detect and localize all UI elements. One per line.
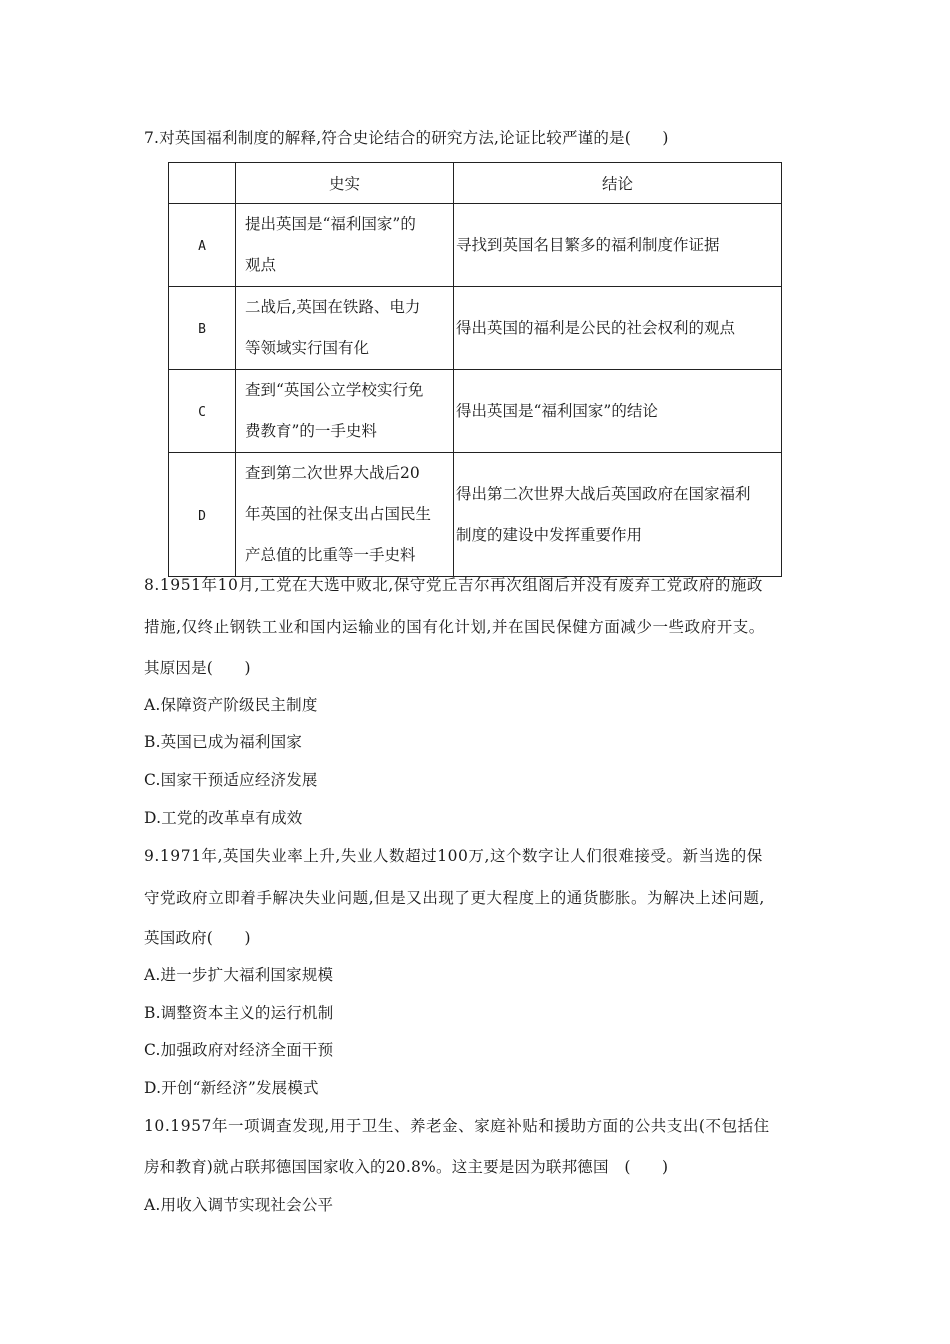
question-10-stem-line: 房和教育)就占联邦德国国家收入的20.8%。这主要是因为联邦德国 ( ) — [144, 1158, 669, 1176]
question-8-stem-line: 其原因是( ) — [144, 659, 251, 677]
table-row — [169, 204, 782, 287]
conclusion-line: 制度的建设中发挥重要作用 — [456, 525, 643, 544]
question-8-option-b[interactable]: B.英国已成为福利国家 — [144, 733, 303, 751]
question-9-option-b[interactable]: B.调整资本主义的运行机制 — [144, 1004, 334, 1022]
conclusion-line: 得出英国是“福利国家”的结论 — [456, 401, 658, 420]
question-7-stem: 7.对英国福利制度的解释,符合史论结合的研究方法,论证比较严谨的是( ) — [144, 129, 669, 147]
question-8-option-c[interactable]: C.国家干预适应经济发展 — [144, 771, 318, 789]
fact-line: 费教育”的一手史料 — [245, 422, 377, 440]
conclusion-line: 得出第二次世界大战后英国政府在国家福利 — [456, 484, 751, 503]
fact-line: 观点 — [245, 256, 277, 274]
option-key-cell — [169, 204, 236, 287]
fact-line: 等领域实行国有化 — [245, 339, 370, 357]
option-key-cell — [169, 370, 236, 453]
question-9-option-c[interactable]: C.加强政府对经济全面干预 — [144, 1041, 334, 1059]
fact-line: 查到第二次世界大战后20 — [245, 464, 420, 482]
question-7-table — [168, 162, 782, 577]
fact-line: 提出英国是“福利国家”的 — [245, 215, 416, 233]
conclusion-cell — [454, 370, 782, 453]
fact-line: 二战后,英国在铁路、电力 — [245, 298, 421, 316]
question-9-option-d[interactable]: D.开创“新经济”发展模式 — [144, 1079, 319, 1097]
fact-line: 查到“英国公立学校实行免 — [245, 381, 424, 399]
question-10-option-a[interactable]: A.用收入调节实现社会公平 — [144, 1196, 334, 1214]
table-row — [169, 287, 782, 370]
question-8-stem-line: 8.1951年10月,工党在大选中败北,保守党丘吉尔再次组阁后并没有废弃工党政府的施政 — [144, 576, 763, 594]
question-8-stem-line: 措施,仅终止钢铁工业和国内运输业的国有化计划,并在国民保健方面减少一些政府开支。 — [144, 618, 765, 636]
option-key-cell — [169, 453, 236, 577]
question-10-stem-line: 10.1957年一项调查发现,用于卫生、养老金、家庭补贴和援助方面的公共支出(不包括住 — [144, 1117, 770, 1135]
option-key-cell — [169, 287, 236, 370]
fact-cell — [236, 204, 454, 287]
question-8-option-d[interactable]: D.工党的改革卓有成效 — [144, 809, 303, 827]
question-9-stem-line: 9.1971年,英国失业率上升,失业人数超过100万,这个数字让人们很难接受。新当选的保 — [144, 847, 763, 865]
fact-cell — [236, 287, 454, 370]
table-row — [169, 453, 782, 577]
header-conclusion: 结论 — [454, 163, 782, 204]
conclusion-line: 寻找到英国名目繁多的福利制度作证据 — [456, 235, 720, 254]
table-row — [169, 370, 782, 453]
fact-line: 年英国的社保支出占国民生 — [245, 505, 432, 523]
fact-cell — [236, 370, 454, 453]
option-key: A — [198, 239, 206, 254]
question-9-stem-line: 英国政府( ) — [144, 929, 251, 947]
conclusion-line: 得出英国的福利是公民的社会权利的观点 — [456, 318, 736, 337]
header-fact: 史实 — [236, 163, 454, 204]
option-key: B — [198, 322, 206, 337]
header-empty-cell — [169, 163, 236, 204]
question-8-option-a[interactable]: A.保障资产阶级民主制度 — [144, 696, 318, 714]
conclusion-cell — [454, 287, 782, 370]
fact-line: 产总值的比重等一手史料 — [245, 546, 416, 564]
option-key: C — [198, 405, 206, 420]
conclusion-cell — [454, 204, 782, 287]
fact-cell — [236, 453, 454, 577]
table-header-row — [169, 163, 782, 204]
question-9-stem-line: 守党政府立即着手解决失业问题,但是又出现了更大程度上的通货膨胀。为解决上述问题, — [144, 889, 765, 907]
option-key: D — [198, 508, 206, 524]
conclusion-cell — [454, 453, 782, 577]
question-9-option-a[interactable]: A.进一步扩大福利国家规模 — [144, 966, 334, 984]
